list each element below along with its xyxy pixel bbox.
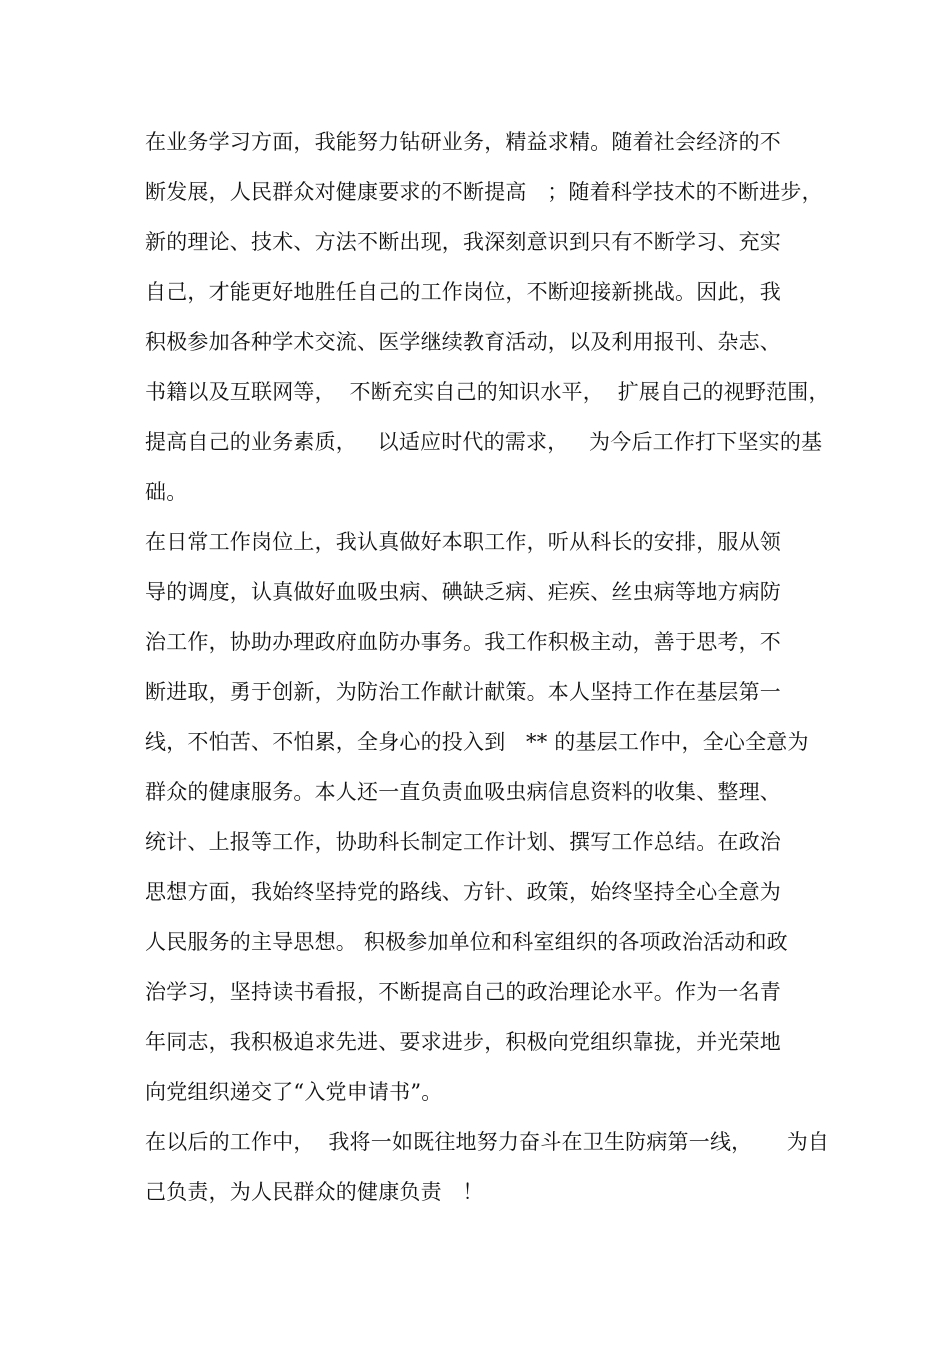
paragraph-2-line-8: 思想方面，我始终坚持党的路线、方针、政策，始终坚持全心全意为: [145, 880, 781, 904]
paragraph-2-line-1: 在日常工作岗位上，我认真做好本职工作，听从科长的安排，服从领: [145, 530, 781, 554]
paragraph-2-line-5: 线，不怕苦、不怕累，全身心的投入到 ** 的基层工作中，全心全意为: [145, 730, 809, 754]
paragraph-1-line-1: 在业务学习方面，我能努力钻研业务，精益求精。随着社会经济的不: [145, 130, 781, 154]
paragraph-1-line-6: 书籍以及互联网等， 不断充实自己的知识水平， 扩展自己的视野范围，: [145, 380, 830, 404]
paragraph-1-line-4: 自己，才能更好地胜任自己的工作岗位，不断迎接新挑战。因此，我: [145, 280, 781, 304]
paragraph-1-line-8: 础。: [145, 480, 188, 504]
paragraph-2-line-4: 断进取，勇于创新，为防治工作献计献策。本人坚持工作在基层第一: [145, 680, 781, 704]
paragraph-1-line-7: 提高自己的业务素质， 以适应时代的需求， 为今后工作打下坚实的基: [145, 430, 823, 454]
paragraph-1-line-5: 积极参加各种学术交流、医学继续教育活动，以及利用报刊、杂志、: [145, 330, 781, 354]
paragraph-1-line-3: 新的理论、技术、方法不断出现，我深刻意识到只有不断学习、充实: [145, 230, 781, 254]
paragraph-1-line-2: 断发展，人民群众对健康要求的不断提高 ；随着科学技术的不断进步，: [145, 180, 823, 204]
paragraph-3-line-2: 己负责，为人民群众的健康负责 ！: [145, 1180, 484, 1204]
paragraph-2-line-6: 群众的健康服务。本人还一直负责血吸虫病信息资料的收集、整理、: [145, 780, 781, 804]
paragraph-2-line-10: 治学习，坚持读书看报，不断提高自己的政治理论水平。作为一名青: [145, 980, 781, 1004]
paragraph-2-line-2: 导的调度，认真做好血吸虫病、碘缺乏病、疟疾、丝虫病等地方病防: [145, 580, 781, 604]
paragraph-3-line-1: 在以后的工作中， 我将一如既往地努力奋斗在卫生防病第一线， 为自: [145, 1130, 830, 1154]
paragraph-2-line-3: 治工作，协助办理政府血防办事务。我工作积极主动，善于思考，不: [145, 630, 781, 654]
paragraph-2-line-9: 人民服务的主导思想。 积极参加单位和科室组织的各项政治活动和政: [145, 930, 788, 954]
paragraph-2-line-12: 向党组织递交了“入党申请书”。: [145, 1080, 443, 1104]
paragraph-2-line-11: 年同志，我积极追求先进、要求进步，积极向党组织靠拢，并光荣地: [145, 1030, 781, 1054]
paragraph-2-line-7: 统计、上报等工作，协助科长制定工作计划、撰写工作总结。在政治: [145, 830, 781, 854]
